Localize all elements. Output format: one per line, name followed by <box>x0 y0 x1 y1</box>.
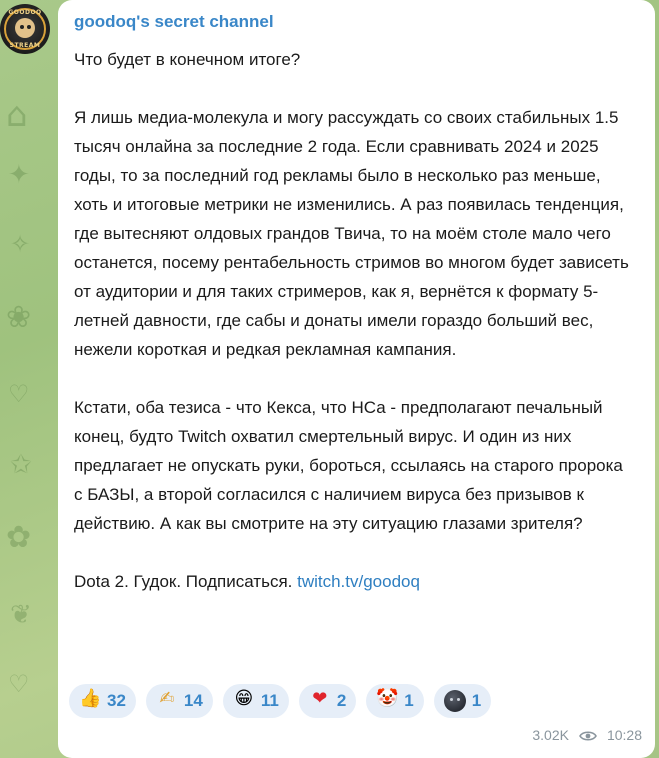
house-doodle-icon: ⌂ <box>6 95 28 135</box>
fish-doodle-icon: ✦ <box>8 160 30 190</box>
message-footer-text: Dota 2. Гудок. Подписаться. <box>74 572 298 591</box>
reaction-grinning-face[interactable] <box>223 684 289 718</box>
leaf-doodle-icon: ❦ <box>10 600 32 630</box>
channel-name[interactable]: goodoq's secret channel <box>74 12 274 31</box>
flower-doodle-icon: ✿ <box>6 520 32 555</box>
reaction-dark-face[interactable] <box>434 684 491 718</box>
message-paragraph-2: Кстати, оба тезиса - что Кекса, что НСа - предполагают печальный конец, будто Twitch охватил смертельный вирус. И один из них предлагает не опускать руки, бороться, ссылаясь на старого пророка с БАЗЫ, а второй согласился с наличием вируса без призывов к действию. А как вы смотрите на эту ситуацию глазами зрителя? <box>74 398 628 533</box>
paw-doodle-icon: ❀ <box>6 300 32 335</box>
heart-doodle-icon: ♡ <box>8 380 30 408</box>
avatar-bottom-text: STREAM <box>9 42 41 49</box>
reaction-thumbs-up[interactable] <box>69 684 136 718</box>
view-count: 3.02K <box>532 727 569 743</box>
heart-doodle-icon-2: ♡ <box>8 670 30 698</box>
star-doodle-icon: ✩ <box>10 450 32 480</box>
reaction-count: 2 <box>336 691 347 710</box>
writing-hand-icon: ✍ <box>159 688 175 709</box>
message-intro: Что будет в конечном итоге? <box>74 50 301 69</box>
reaction-count: 11 <box>260 691 279 710</box>
twitch-link[interactable]: twitch.tv/goodoq <box>297 572 420 591</box>
message-bubble <box>58 0 655 758</box>
grinning-face-icon: 😁 <box>234 688 254 709</box>
avatar-face <box>15 18 35 38</box>
reaction-clown-face[interactable] <box>366 684 423 718</box>
eye-icon <box>579 729 597 741</box>
avatar-eye-left <box>20 25 24 29</box>
thumbs-up-icon: 👍 <box>79 688 102 709</box>
avatar-top-text: GOODOQ <box>8 9 42 16</box>
reaction-writing-hand[interactable] <box>146 684 213 718</box>
reaction-count: 32 <box>107 691 126 710</box>
reaction-heart[interactable] <box>299 684 356 718</box>
clown-face-icon: 🤡 <box>376 688 399 709</box>
reaction-count: 14 <box>183 691 203 710</box>
dark-face-icon <box>444 690 466 712</box>
message-text <box>74 45 634 596</box>
heart-icon: ❤ <box>312 688 328 709</box>
reaction-count: 1 <box>471 691 482 710</box>
reactions-bar <box>69 684 491 718</box>
message-paragraph-1: Я лишь медиа-молекула и могу рассуждать со своих стабильных 1.5 тысяч онлайна за последние 2 года. Если сравнивать 2024 и 2025 годы, то за последний год рекламы было в несколько раз меньше, хоть и итоговые метрики не изменились. А раз появилась тенденция, где вытесняют олдовых грандов Твича, то на моём столе мало чего останется, посему рентабельность стримов во многом будет зависеть от аудитории и для таких стримеров, как я, вернётся к формату 5-летней давности, где сабы и донаты имели гораздо больший вес, нежели короткая и редкая рекламная кампания. <box>74 108 634 359</box>
reaction-count: 1 <box>404 691 414 710</box>
channel-avatar[interactable] <box>0 4 50 54</box>
message-time: 10:28 <box>606 727 642 743</box>
message-meta <box>532 727 642 743</box>
avatar-eye-right <box>27 25 31 29</box>
bone-doodle-icon: ✧ <box>10 230 31 258</box>
